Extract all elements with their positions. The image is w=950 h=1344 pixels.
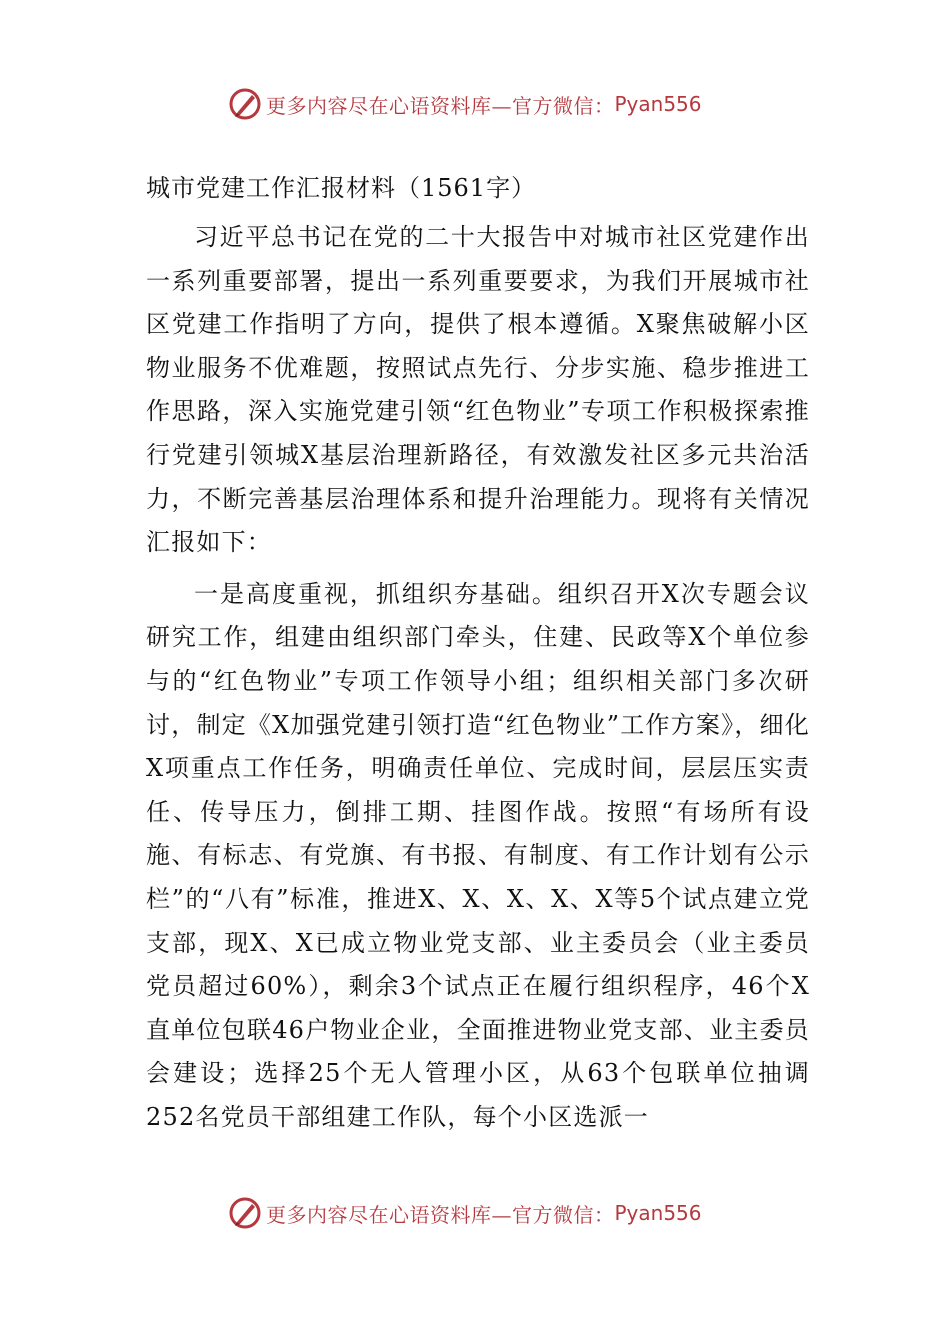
watermark-text: 更多内容尽在心语资料库—官方微信： [266, 93, 615, 118]
pen-logo-icon [228, 87, 262, 121]
watermark-wechat-id: Pyan556 [614, 92, 702, 116]
paragraph-intro: 习近平总书记在党的二十大报告中对城市社区党建作出一系列重要部署，提出一系列重要要求，为我们开展城市社区党建工作指明了方向，提供了根本遵循。X聚焦破解小区物业服务不优难题，按照试点先行、分步实施、稳步推进工作思路，深入实施党建引领“红色物业”专项工作积极探索推行党建引领城X基层治理新路径，有效激发社区多元共治活力，不断完善基层治理体系和提升治理能力。现将有关情况汇报如下： [146, 223, 810, 557]
watermark-text: 更多内容尽在心语资料库—官方微信： [266, 1202, 615, 1227]
paragraph-one: 一是高度重视，抓组织夯基础。组织召开X次专题会议研究工作，组建由组织部门牵头，住建、民政等X个单位参与的“红色物业”专项工作领导小组；组织相关部门多次研讨，制定《X加强党建引领打造“红色物业”工作方案》，细化X项重点工作任务，明确责任单位、完成时间，层层压实责任、传导压力，倒排工期、挂图作战。按照“有场所有设施、有标志、有党旗、有书报、有制度、有工作计划有公示栏”的“八有”标准，推进X、X、X、X、X等5个试点建立党支部，现X、X已成立物业党支部、业主委员会（业主委员党员超过60%），剩余3个试点正在履行组织程序，46个X直单位包联46户物业企业，全面推进物业党支部、业主委员会建设；选择25个无人管理小区，从63个包联单位抽调252名党员干部组建工作队，每个小区选派一 [146, 579, 810, 1131]
document-body [146, 166, 810, 1147]
watermark-wechat-id: Pyan556 [614, 1201, 702, 1225]
pen-logo-icon [228, 1196, 262, 1230]
document-title: 城市党建工作汇报材料（1561字） [146, 174, 537, 202]
footer-watermark [228, 1193, 702, 1233]
header-watermark [228, 84, 702, 124]
